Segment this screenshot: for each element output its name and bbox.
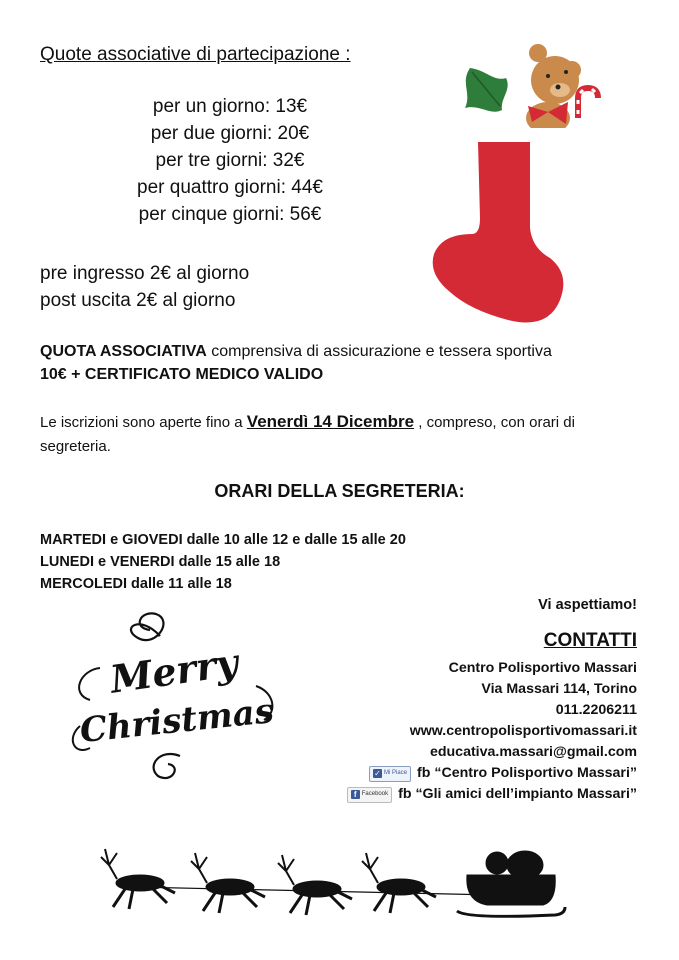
membership-fee-block [40,340,552,386]
price-item: per tre giorni: 32€ [155,150,305,171]
christmas-stocking-illustration [420,38,620,328]
contact-website-link[interactable]: www.centropolisportivomassari.it [409,723,637,739]
price-item: per quattro giorni: 44€ [137,177,323,198]
contacts-block [347,658,637,805]
facebook-icon: f [351,790,360,799]
post-exit-fee: post uscita 2€ al giorno [40,290,236,311]
christmas-text: Christmas [77,690,276,752]
fees-heading: Quote associative di partecipazione : [40,44,351,65]
reindeer-icon [362,853,436,913]
reindeer-icon [191,853,265,913]
closing-message: Vi aspettiamo! [538,597,637,613]
facebook-badge-label: Facebook [361,791,389,797]
facebook-group-link[interactable]: fb “Gli amici dell’impianto Massari” [398,786,637,802]
merry-christmas-calligraphy [60,608,290,788]
office-hours-list [40,529,406,595]
merry-text: Merry [107,639,241,702]
registration-deadline: Venerdì 14 Dicembre [246,412,415,431]
pre-entry-fee: pre ingresso 2€ al giorno [40,263,250,284]
office-hours-line: MERCOLEDI dalle 11 alle 18 [40,576,232,592]
contact-email-link[interactable]: educativa.massari@gmail.com [429,744,637,760]
facebook-group-row [347,784,637,805]
registration-text-before: Le iscrizioni sono aperte fino a [40,414,247,431]
facebook-page-link[interactable]: fb “Centro Polisportivo Massari” [417,765,637,781]
registration-note [40,410,640,459]
contact-address: Via Massari 114, Torino [481,681,637,697]
contact-name: Centro Polisportivo Massari [448,660,637,676]
price-list [95,93,365,228]
price-item: per due giorni: 20€ [150,123,310,144]
extra-fees [40,260,249,314]
membership-fee-description: comprensiva di assicurazione e tessera sportiva [206,343,552,360]
facebook-page-row [347,763,637,784]
price-item: per un giorno: 13€ [152,96,308,117]
reindeer-icon [278,855,352,915]
office-hours-title: ORARI DELLA SEGRETERIA: [214,481,465,501]
office-hours-line: MARTEDI e GIOVEDI dalle 10 alle 12 e dalle 15 alle 20 [40,532,406,548]
membership-fee-label: QUOTA ASSOCIATIVA [40,343,207,360]
contact-phone[interactable]: 011.2206211 [555,702,637,718]
registration-text-after: , compreso, con orari di segreteria. [40,414,575,455]
santa-sleigh-reindeer-silhouette [95,835,575,925]
facebook-badge[interactable] [347,787,392,803]
price-item: per cinque giorni: 56€ [138,204,322,225]
contacts-title: CONTATTI [543,630,637,651]
membership-fee-requirements: 10€ + CERTIFICATO MEDICO VALIDO [40,366,324,383]
like-badge[interactable] [369,766,411,782]
reindeer-icon [101,849,175,909]
like-badge-label: Mi Piace [384,770,408,776]
thumbs-up-icon: ✓ [374,769,381,778]
santa-sleigh-icon [457,851,565,916]
office-hours-line: LUNEDI e VENERDI dalle 15 alle 18 [40,554,281,570]
